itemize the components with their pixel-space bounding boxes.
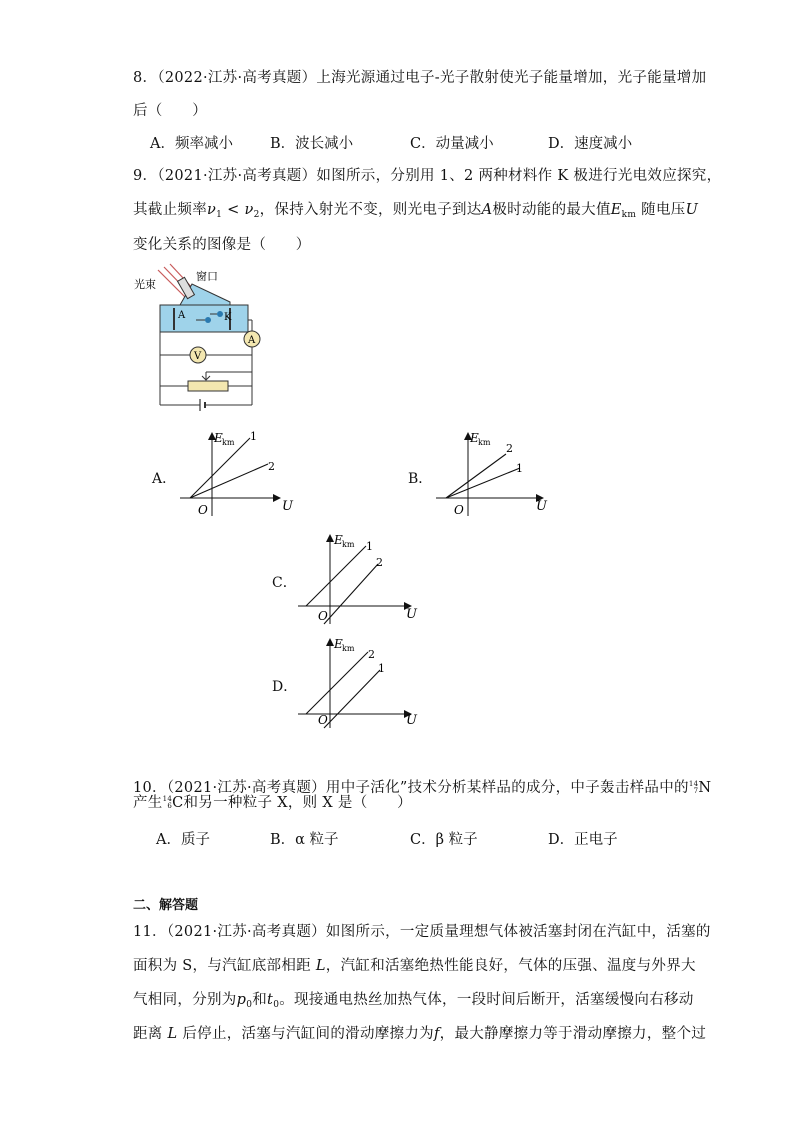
svg-text:km: km bbox=[342, 540, 355, 549]
svg-text:E: E bbox=[334, 637, 343, 651]
q9-option-a-label: A． bbox=[152, 471, 177, 487]
q10-line2: 产生14 6C和另一种粒子 X，则 X 是（ ） bbox=[133, 795, 412, 811]
line-2 bbox=[324, 564, 378, 624]
line-2 bbox=[306, 652, 368, 714]
svg-text:U: U bbox=[536, 499, 547, 514]
svg-text:2: 2 bbox=[268, 460, 275, 473]
svg-text:E: E bbox=[334, 533, 343, 547]
svg-text:O: O bbox=[318, 609, 328, 623]
electrode-k-label: K bbox=[224, 312, 232, 323]
svg-text:1: 1 bbox=[378, 662, 385, 675]
q10-option-b: B．α 粒子 bbox=[270, 832, 339, 848]
line-1 bbox=[190, 438, 250, 498]
q10-option-c: C．β 粒子 bbox=[410, 832, 478, 848]
svg-text:2: 2 bbox=[376, 556, 383, 569]
nuclide-c: 14 6C bbox=[162, 795, 184, 811]
line-2 bbox=[190, 464, 268, 498]
q10-line1: 10．（2021·江苏·高考真题）用中子活化”技术分析某样品的成分，中子轰击样品中的14 7N bbox=[133, 780, 712, 796]
q9-graph-b bbox=[434, 428, 554, 518]
q8-line2: 后（ ） bbox=[133, 103, 207, 119]
q8-option-c: C．动量减小 bbox=[410, 136, 494, 152]
q8-option-d: D．速度减小 bbox=[548, 136, 633, 152]
q9-line1: 9．（2021·江苏·高考真题）如图所示，分别用 1、2 两种材料作 K 极进行光电效应探究， bbox=[133, 168, 722, 184]
electron bbox=[217, 311, 223, 317]
q11-line3: 气相同，分别为$p_0$和$t_0$。现接通电热丝加热气体，一段时间后断开，活塞缓慢向右移动 bbox=[133, 992, 694, 1010]
electron bbox=[205, 317, 211, 323]
svg-text:E: E bbox=[470, 431, 479, 445]
beam-label: 光束 bbox=[134, 278, 156, 291]
svg-text:O: O bbox=[198, 503, 208, 517]
svg-text:km: km bbox=[222, 438, 235, 447]
line-2 bbox=[446, 454, 506, 498]
q9-option-b-label: B． bbox=[408, 471, 433, 487]
line-1 bbox=[324, 670, 380, 728]
q10-option-a: A．质子 bbox=[156, 832, 210, 848]
svg-text:U: U bbox=[406, 607, 417, 622]
line-1 bbox=[446, 468, 520, 498]
electrode-a-label: A bbox=[178, 310, 186, 321]
q11-line1: 11．（2021·江苏·高考真题）如图所示，一定质量理想气体被活塞封闭在汽缸中，活塞的 bbox=[133, 924, 711, 940]
svg-text:2: 2 bbox=[368, 648, 375, 661]
svg-text:km: km bbox=[478, 438, 491, 447]
q8-option-b: B．波长减小 bbox=[270, 136, 354, 152]
svg-text:E: E bbox=[214, 431, 223, 445]
svg-text:U: U bbox=[406, 713, 417, 728]
window-label: 窗口 bbox=[196, 270, 218, 283]
svg-text:1: 1 bbox=[516, 462, 523, 475]
q9-graph-a bbox=[178, 428, 298, 518]
ammeter-label: A bbox=[248, 335, 256, 346]
svg-text:1: 1 bbox=[366, 540, 373, 553]
svg-text:km: km bbox=[342, 644, 355, 653]
q10-option-d: D．正电子 bbox=[548, 832, 618, 848]
photoelectric-apparatus bbox=[130, 262, 270, 412]
line-1 bbox=[306, 546, 366, 606]
q9-line2: 其截止频率$\nu_1 < \nu_2$，保持入射光不变，则光电子到达A极时动能的最大值$E_{km}$ 随电压U bbox=[133, 202, 699, 220]
q9-option-d-label: D． bbox=[272, 679, 298, 695]
q11-line4: 距离 L 后停止，活塞与汽缸间的滑动摩擦力为f，最大静摩擦力等于滑动摩擦力，整个过 bbox=[133, 1026, 707, 1042]
svg-text:O: O bbox=[318, 713, 328, 727]
q9-graph-d bbox=[296, 634, 426, 729]
section-heading: 二、解答题 bbox=[133, 898, 199, 913]
q9-line3: 变化关系的图像是（ ） bbox=[133, 237, 311, 253]
svg-text:U: U bbox=[282, 499, 293, 514]
q9-graph-c bbox=[296, 530, 426, 625]
voltmeter-label: V bbox=[194, 351, 202, 362]
svg-text:O: O bbox=[454, 503, 464, 517]
svg-text:1: 1 bbox=[250, 430, 257, 443]
q9-option-c-label: C． bbox=[272, 575, 297, 591]
nuclide-n: 14 7N bbox=[688, 780, 712, 796]
q8-line1: 8．（2022·江苏·高考真题）上海光源通过电子-光子散射使光子能量增加，光子能量增加 bbox=[133, 70, 707, 86]
q11-line2: 面积为 S，与汽缸底部相距 L，汽缸和活塞绝热性能良好，气体的压强、温度与外界大 bbox=[133, 958, 696, 974]
rheostat bbox=[188, 381, 228, 391]
q8-option-a: A．频率减小 bbox=[150, 136, 233, 152]
rheostat-slider bbox=[202, 372, 210, 380]
svg-text:2: 2 bbox=[506, 442, 513, 455]
